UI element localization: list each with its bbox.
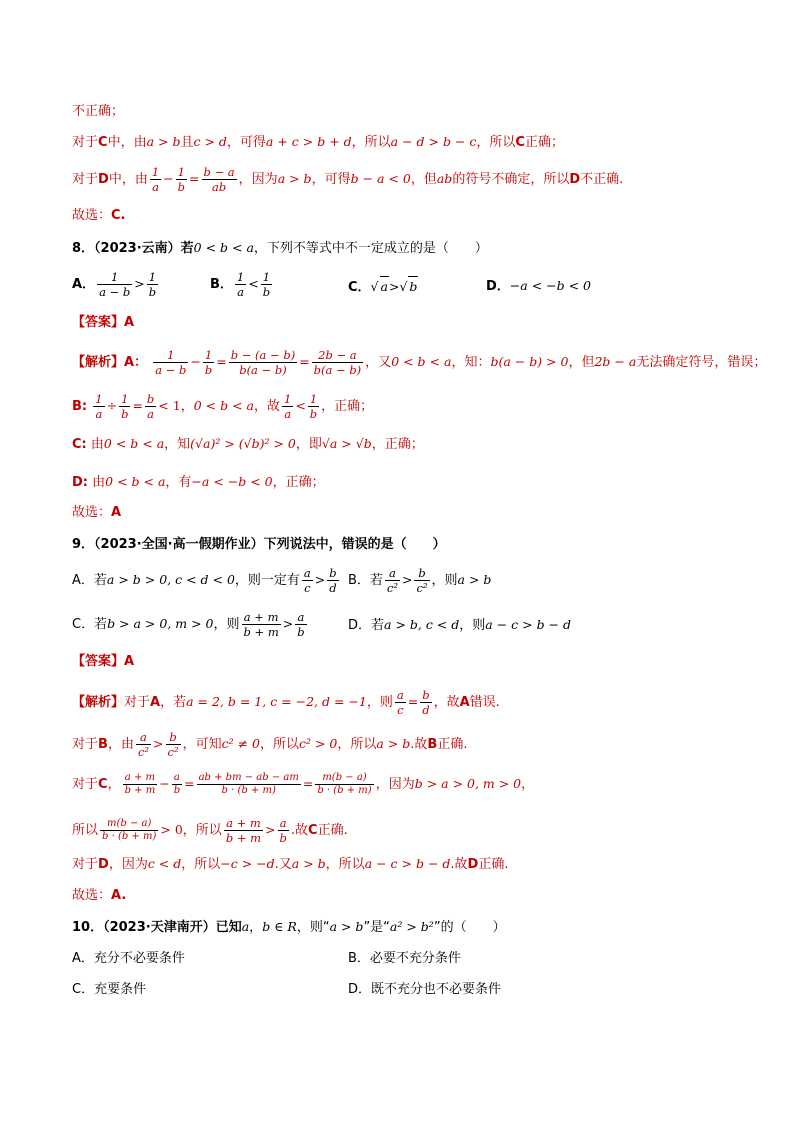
option-letter: B [427, 737, 438, 752]
text: ，正确； [321, 399, 374, 414]
answer: A [111, 505, 122, 520]
question-number: 10．（2023·天津南开）已知 [72, 920, 242, 935]
q8-analysis-c [72, 434, 424, 455]
math: b > a > 0, m > 0 [414, 776, 522, 791]
math: a − c > b − d [364, 856, 451, 871]
option-letter: D [467, 857, 479, 872]
math: a > b [329, 919, 364, 934]
math: < 1 [158, 398, 181, 413]
fraction: $\frac{1}{b}$ [177, 165, 186, 194]
fraction: $\frac{1}{a}$ [236, 270, 245, 299]
answer: A [124, 315, 135, 330]
option-label: B． [210, 277, 233, 292]
text: ，可得 [226, 135, 266, 150]
q9-analysis-d [72, 854, 508, 875]
math: = [132, 398, 143, 413]
fraction: $\frac{1}{a}$ [283, 392, 292, 421]
text: 故选： [72, 505, 112, 520]
math: b − a < 0 [350, 171, 411, 186]
fraction: $\frac{m(b - a)}{b \cdot (b + m)}$ [317, 772, 372, 796]
text: ，则 [431, 573, 458, 588]
selection-line [72, 206, 126, 226]
math: a > b > 0, c < d < 0 [106, 572, 235, 587]
text: ，所以 [476, 135, 516, 150]
text: ， [107, 777, 121, 792]
question-10 [72, 917, 506, 938]
math: (√a)² > (√b)² > 0 [190, 436, 296, 451]
math: c² > 0 [298, 736, 338, 751]
fraction: $\frac{a + m}{b + m}$ [243, 610, 279, 639]
option-letter: B: [72, 399, 88, 414]
option-label: A．若 [72, 573, 107, 588]
question-8 [72, 238, 488, 259]
fraction: $\frac{b - a}{ab}$ [203, 165, 235, 194]
text: 对于 [72, 777, 99, 792]
math: > [314, 572, 326, 587]
text: 所以 [72, 823, 99, 838]
text: ，可知 [182, 737, 222, 752]
q9-option-d [348, 615, 571, 636]
q9-option-c [72, 610, 309, 639]
text: ，则 [459, 618, 486, 633]
math: a > b [376, 736, 411, 751]
option-label: C．若 [72, 617, 108, 632]
fraction: $\frac{m(b - a)}{b \cdot (b + m)}$ [102, 818, 157, 842]
option-letter: D [98, 172, 109, 187]
analysis-line-c [72, 132, 564, 153]
fraction: $\frac{2b - a}{b(a - b)}$ [313, 348, 362, 377]
text: ，所以 [325, 857, 365, 872]
fraction: $\frac{b}{d}$ [329, 566, 337, 595]
text: ，则 [213, 617, 240, 632]
option-letter: C [308, 823, 318, 838]
text: ，又 [365, 355, 392, 370]
text: ，但 [410, 172, 437, 187]
text: ，即 [295, 437, 322, 452]
fraction: $\frac{1}{b}$ [309, 392, 318, 421]
text: 由 [92, 475, 106, 490]
q9-option-b [348, 566, 491, 595]
q9-option-a [72, 566, 341, 595]
math: = [302, 776, 314, 791]
math: > [153, 736, 164, 751]
fraction: $\frac{1}{a - b}$ [99, 270, 131, 299]
text: ，所以 [351, 135, 391, 150]
math: > [388, 279, 400, 294]
math: > [282, 616, 294, 631]
math: = [216, 354, 227, 369]
q8-option-a [72, 270, 160, 299]
q8-analysis-a [72, 348, 766, 377]
text: ，则“ [296, 920, 330, 935]
answer-label: 【答案】 [72, 315, 125, 330]
text: 故选： [72, 888, 112, 903]
math: − [163, 171, 174, 186]
text: ，由 [107, 737, 134, 752]
option-letter: A： [124, 355, 148, 370]
q9-analysis-c2 [72, 816, 348, 845]
fraction: $\frac{1}{b}$ [262, 270, 271, 299]
math: b [408, 276, 418, 297]
math: − [190, 354, 201, 369]
fraction: $\frac{1}{a - b}$ [155, 348, 187, 377]
math: ab [436, 171, 453, 186]
math: 0 < b < a [105, 474, 166, 489]
fraction: $\frac{a + m}{b + m}$ [124, 772, 156, 796]
math: a + c > b + d [265, 134, 352, 149]
analysis-label: 【解析】 [72, 695, 125, 710]
sqrt-sign: √ [370, 279, 379, 294]
option-label: B．若 [348, 573, 383, 588]
text: ， [180, 399, 194, 414]
text: 不正确. [580, 172, 624, 187]
math: a − d > b − c [390, 134, 477, 149]
option-letter: C [98, 135, 108, 150]
fraction: $\frac{a}{b}$ [279, 816, 287, 845]
text: 中，由 [108, 172, 148, 187]
math: > 0 [160, 822, 183, 837]
math: −a < −b < 0 [509, 278, 591, 293]
fraction: $\frac{a}{\text{c²}}$ [386, 566, 398, 595]
math: c² ≠ 0 [221, 736, 260, 751]
text: 中，由 [107, 135, 147, 150]
math: 0 < b < a [103, 436, 165, 451]
math: b(a − b) > 0 [490, 354, 569, 369]
fraction: $\frac{1}{a}$ [151, 165, 160, 194]
text: ，故 [433, 695, 460, 710]
answer: C. [111, 208, 126, 223]
text: .故 [290, 823, 309, 838]
math: > [265, 822, 276, 837]
text: ，正确； [371, 437, 424, 452]
text: 对于 [72, 857, 99, 872]
math: a > b [291, 856, 326, 871]
q8-analysis-b [72, 392, 373, 421]
fraction: $\frac{a}{b}$ [297, 610, 305, 639]
fraction: $\frac{1}{b}$ [121, 392, 129, 421]
analysis-label: 【解析】 [72, 355, 125, 370]
question-number: 9．（2023·全国·高一假期作业）下列说法中，错误的是（ ） [72, 537, 446, 552]
q9-analysis-a [72, 688, 500, 717]
text: 由 [90, 437, 104, 452]
text: ，有 [165, 475, 192, 490]
text: 对于 [72, 172, 99, 187]
fraction: $\frac{a}{c}$ [303, 566, 311, 595]
text: ，则一定有 [234, 573, 300, 588]
fraction: $\frac{a + m}{b + m}$ [225, 816, 262, 845]
text: ， [249, 920, 263, 935]
answer: A. [111, 888, 127, 903]
fraction: $\frac{1}{b}$ [148, 270, 157, 299]
option-label: A． [72, 277, 96, 292]
text: 无法确定符号，错误； [636, 355, 767, 370]
sqrt-sign: √ [399, 279, 408, 294]
math: a² > b² [389, 919, 434, 934]
text: ，所以 [182, 823, 222, 838]
option-letter: A [459, 695, 470, 710]
math: c < d [147, 856, 182, 871]
math: a [380, 276, 389, 297]
math: 0 < b < a [193, 398, 254, 413]
fraction: $\frac{1}{a}$ [95, 392, 103, 421]
q10-option-b: B．必要不充分条件 [348, 951, 461, 966]
fraction: $\frac{b}{\text{c²}}$ [167, 730, 179, 759]
text: ，正确； [272, 475, 325, 490]
text: ， [521, 777, 535, 792]
math: = [189, 171, 200, 186]
q9-selection [72, 886, 126, 906]
fraction: $\frac{a}{c}$ [396, 688, 404, 717]
math: > [134, 276, 145, 291]
text: 错误. [469, 695, 500, 710]
math: 0 < b < a [193, 240, 254, 255]
math: a > b [277, 171, 312, 186]
text: .又 [274, 857, 292, 872]
option-letter: B [98, 737, 108, 752]
option-letter: D [569, 172, 581, 187]
math: a > b [146, 134, 181, 149]
math: 0 < b < a [391, 354, 452, 369]
text: ，可得 [311, 172, 351, 187]
text: ，所以 [259, 737, 299, 752]
text: ，知 [164, 437, 191, 452]
option-letter: D [98, 857, 109, 872]
fraction: $\frac{b}{d}$ [422, 688, 430, 717]
fraction: $\frac{ab + bm - ab - am}{b \cdot (b + m)}$ [198, 772, 299, 796]
text: 正确. [478, 857, 509, 872]
text: ”的（ ） [433, 920, 506, 935]
q10-option-a: A．充分不必要条件 [72, 951, 185, 966]
text: 且 [180, 135, 194, 150]
q10-option-c: C．充要条件 [72, 982, 147, 997]
text: ”是“ [363, 920, 390, 935]
text: ，则 [366, 695, 393, 710]
q9-analysis-c [72, 772, 534, 797]
math: = [184, 776, 195, 791]
math: a − c > b − d [485, 617, 571, 632]
fraction: $\frac{b - (a - b)}{b(a - b)}$ [230, 348, 296, 377]
text: ，知： [451, 355, 491, 370]
text-line [72, 102, 124, 122]
text: .故 [410, 737, 428, 752]
math: a > b, c < d [384, 617, 460, 632]
text: .故 [450, 857, 468, 872]
math: −c > −d [220, 856, 275, 871]
math: > [401, 572, 413, 587]
math: a [241, 919, 250, 934]
text: ，所以 [337, 737, 377, 752]
text: 不正确； [72, 104, 125, 119]
text: 对于 [72, 135, 99, 150]
answer: A [124, 654, 135, 669]
math: < [248, 276, 259, 291]
math: b > a > 0, m > 0 [107, 616, 214, 631]
math: − [159, 776, 170, 791]
math: = [407, 694, 419, 709]
math: b ∈ R [262, 919, 297, 934]
text: ，若 [160, 695, 187, 710]
question-9 [72, 535, 446, 555]
option-label: D． [486, 279, 510, 294]
option-letter: C: [72, 437, 87, 452]
question-number: 8．（2023·云南）若 [72, 241, 194, 256]
q8-option-b [210, 270, 274, 299]
text: ，下列不等式中不一定成立的是（ ） [253, 241, 488, 256]
answer-label: 【答案】 [72, 654, 125, 669]
math: 2b − a [594, 354, 637, 369]
q10-option-d: D．既不充分也不必要条件 [348, 982, 502, 997]
math: < [295, 398, 306, 413]
math: ÷ [106, 398, 118, 413]
q9-answer [72, 652, 134, 672]
text: 正确； [524, 135, 564, 150]
option-letter: A [150, 695, 161, 710]
q8-selection [72, 503, 121, 523]
q8-analysis-d [72, 472, 325, 493]
text: ，因为 [375, 777, 415, 792]
text: ，因为 [238, 172, 278, 187]
q8-option-c [348, 276, 418, 298]
option-letter: C [515, 135, 525, 150]
text: 正确. [437, 737, 468, 752]
text: 故选： [72, 208, 112, 223]
fraction: $\frac{b}{a}$ [146, 392, 155, 421]
q8-option-d [486, 276, 591, 297]
math: = [299, 354, 310, 369]
math: √a > √b [321, 436, 372, 451]
text: ，故 [253, 399, 280, 414]
option-label: D．若 [348, 618, 385, 633]
text: ，但 [568, 355, 595, 370]
math: c > d [193, 134, 227, 149]
fraction: $\frac{b}{\text{c²}}$ [416, 566, 428, 595]
text: 的符号不确定，所以 [452, 172, 570, 187]
fraction: $\frac{a}{b}$ [173, 772, 181, 796]
fraction: $\frac{1}{b}$ [204, 348, 213, 377]
text: 正确. [317, 823, 348, 838]
option-letter: D: [72, 475, 88, 490]
fraction: $\frac{a}{\text{c²}}$ [137, 730, 150, 759]
option-label: C． [348, 280, 371, 295]
q9-analysis-b [72, 730, 467, 759]
text: 对于 [124, 695, 151, 710]
q8-answer [72, 313, 134, 333]
text: ，因为 [108, 857, 148, 872]
text: 对于 [72, 737, 99, 752]
math: −a < −b < 0 [191, 474, 273, 489]
math: a > b [457, 572, 492, 587]
analysis-line-d [72, 165, 623, 194]
text: ，所以 [181, 857, 221, 872]
math: a = 2, b = 1, c = −2, d = −1 [186, 694, 367, 709]
option-letter: C [98, 777, 108, 792]
